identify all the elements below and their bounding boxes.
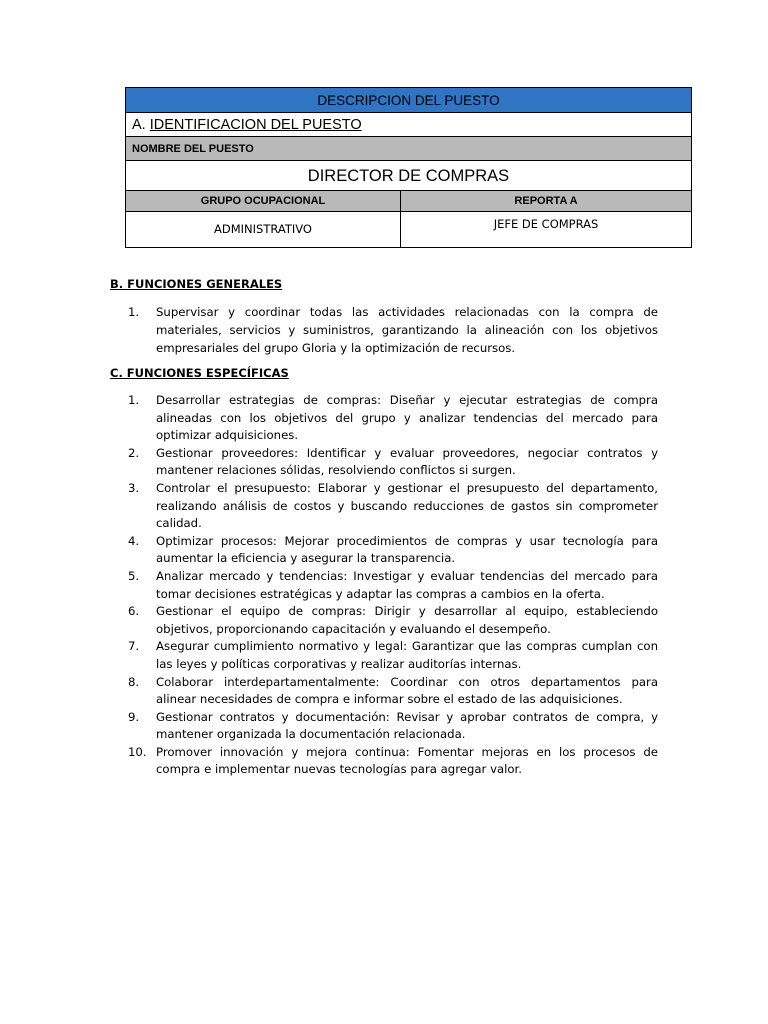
list-item-text: Gestionar contratos y documentación: Revisar y aprobar contratos de compra, y mantener organizada la documentación relacionada.	[156, 709, 658, 742]
list-item-text: Gestionar el equipo de compras: Dirigir y desarrollar al equipo, estableciendo objetivos, proporcionando capacitación y evaluando el desempeño.	[156, 604, 658, 636]
list-item-text: Controlar el presupuesto: Elaborar y gestionar el presupuesto del departamento, realizando análisis de costos y buscando reducciones de gastos sin comprometer calidad.	[156, 480, 658, 531]
section-b-heading: B. FUNCIONES GENERALES	[110, 277, 283, 291]
list-item-number: 7.	[128, 639, 140, 654]
section-a-heading	[126, 113, 691, 137]
list-item	[110, 480, 658, 533]
list-item-number: 10.	[128, 744, 147, 759]
list-item-text: Optimizar procesos: Mejorar procedimientos de compras y usar tecnología para aumentar la eficiencia y asegurar la transparencia.	[156, 533, 658, 566]
general-functions-list	[110, 303, 658, 357]
list-item	[110, 674, 658, 709]
list-item	[110, 392, 658, 445]
table-title: DESCRIPCION DEL PUESTO	[126, 88, 691, 113]
list-item	[110, 568, 658, 603]
list-item-text: Gestionar proveedores: Identificar y evaluar proveedores, negociar contratos y mantener relaciones sólidas, resolviendo conflictos si surgen.	[156, 445, 658, 478]
reports-to-label: REPORTA A	[514, 195, 578, 207]
reports-to-value: JEFE DE COMPRAS	[493, 217, 599, 231]
list-item-number: 4.	[128, 533, 140, 548]
list-item-text: Desarrollar estrategias de compras: Diseñar y ejecutar estrategias de compra alineadas con los objetivos del grupo y analizar tendencias del mercado para optimizar adquisiciones.	[156, 393, 658, 443]
list-item	[110, 303, 658, 357]
list-item-number: 5.	[128, 568, 140, 583]
list-item-number: 6.	[128, 604, 140, 619]
list-item-text: Analizar mercado y tendencias: Investigar y evaluar tendencias del mercado para tomar decisiones estratégicas y adaptar las compras a cambios en la oferta.	[156, 568, 658, 601]
list-item	[110, 744, 658, 779]
list-item-number: 8.	[128, 674, 140, 689]
value-row	[126, 212, 691, 247]
list-item	[110, 445, 658, 480]
group-label: GRUPO OCUPACIONAL	[126, 191, 401, 211]
list-item-number: 3.	[128, 480, 140, 495]
list-item-number: 1.	[128, 393, 140, 407]
job-name-value: DIRECTOR DE COMPRAS	[126, 161, 691, 191]
specific-functions-list	[110, 392, 658, 779]
list-item	[110, 638, 658, 673]
list-item-number: 9.	[128, 709, 140, 724]
job-description-table	[125, 87, 692, 248]
list-item-text: Supervisar y coordinar todas las actividades relacionadas con la compra de materiales, servicios y suministros, garantizando la alineación con los objetivos empresariales del grupo Gloria y la optimización de recursos.	[156, 305, 658, 355]
group-value: ADMINISTRATIVO	[126, 212, 401, 247]
list-item-text: Asegurar cumplimiento normativo y legal: Garantizar que las compras cumplan con las leyes y políticas corporativas y realizar auditorías internas.	[156, 639, 658, 671]
section-a-prefix: A.	[132, 117, 146, 133]
label-row	[126, 191, 691, 212]
list-item-number: 1.	[128, 305, 140, 319]
section-a-title: IDENTIFICACION DEL PUESTO	[149, 117, 362, 133]
section-c-heading: C. FUNCIONES ESPECÍFICAS	[110, 366, 289, 380]
list-item	[110, 533, 658, 568]
list-item-number: 2.	[128, 445, 140, 460]
list-item	[110, 603, 658, 638]
list-item-text: Colaborar interdepartamentalmente: Coordinar con otros departamentos para alinear necesidades de compra e informar sobre el estado de las adquisiciones.	[156, 674, 658, 707]
list-item	[110, 709, 658, 744]
list-item-text: Promover innovación y mejora continua: Fomentar mejoras en los procesos de compra e implementar nuevas tecnologías para agregar valor.	[156, 744, 658, 777]
job-name-label: NOMBRE DEL PUESTO	[126, 137, 691, 161]
